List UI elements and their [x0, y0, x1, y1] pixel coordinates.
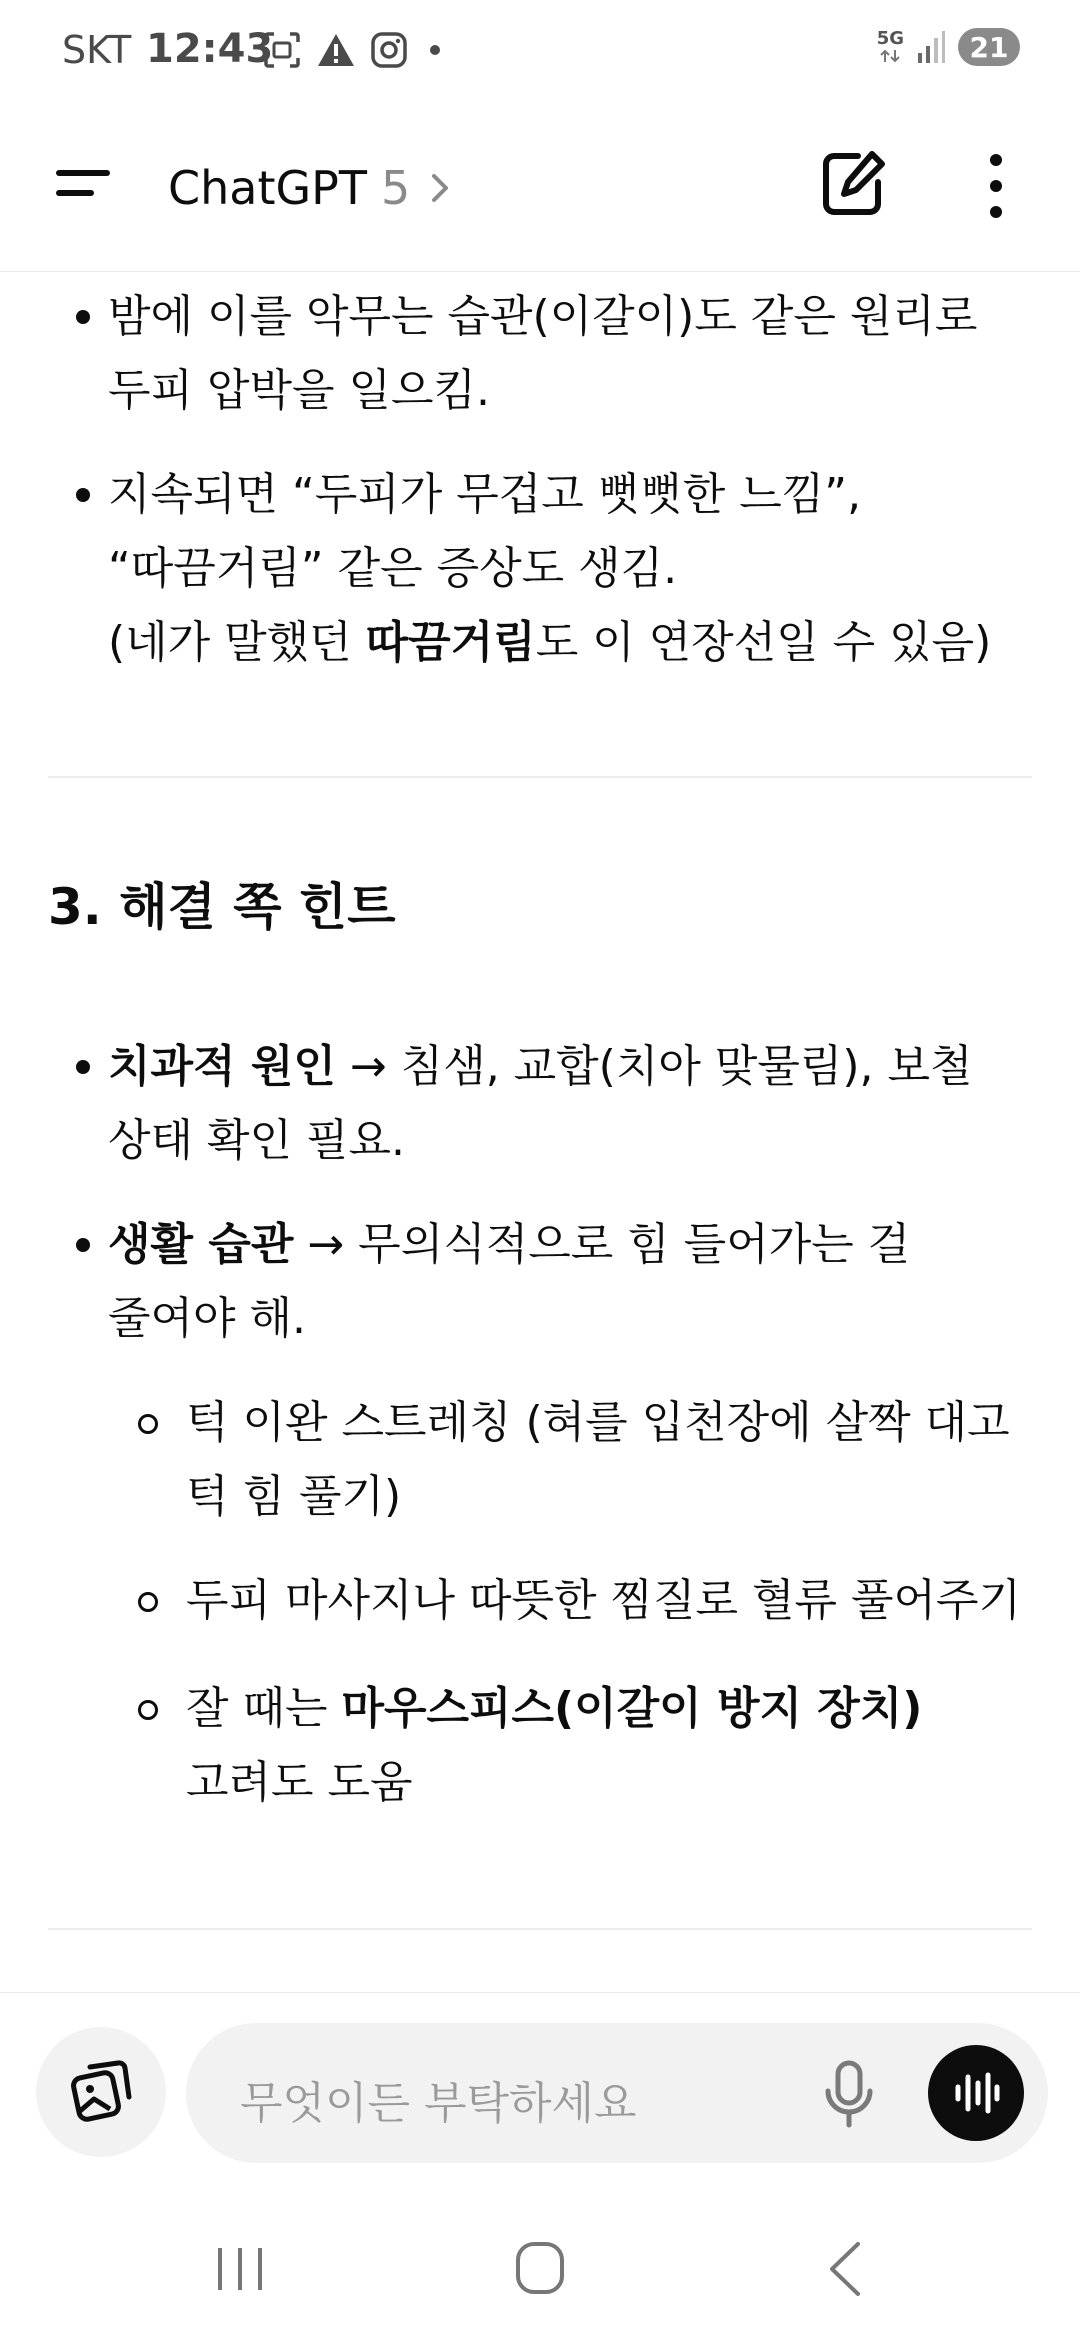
text-span: → 침샘, 교합(치아 맞물림), 보철 [335, 1041, 973, 1092]
signal-icon [916, 29, 946, 65]
menu-line-icon [56, 170, 110, 176]
bold-text: 생활 습관 [108, 1219, 294, 1270]
list-item-text [108, 458, 1032, 680]
clock: 12:43 [146, 26, 274, 72]
text-line: 두피 압박을 일으킴. [108, 365, 490, 416]
system-icons [877, 28, 1020, 66]
text-line: 턱 이완 스트레칭 (혀를 입천장에 살짝 대고 [186, 1397, 1010, 1448]
list-item-text [108, 1208, 1032, 1356]
screenshot-icon [262, 30, 302, 70]
text-line: 지속되면 “두피가 무겁고 뻣뻣한 느낌”, [108, 469, 862, 520]
network-indicator [877, 30, 904, 64]
gallery-icon [66, 2057, 136, 2127]
system-navigation-bar [0, 2200, 1080, 2340]
menu-line-icon [56, 190, 94, 196]
recent-apps-icon[interactable] [212, 2244, 268, 2294]
text-line: 고려도 도움 [186, 1757, 413, 1808]
data-arrows-icon [879, 48, 901, 64]
more-options-icon[interactable] [966, 146, 1026, 226]
text-span: 도 이 연장선일 수 있음) [535, 617, 992, 668]
text-line: 밤에 이를 악무는 습관(이갈이)도 같은 원리로 [108, 291, 978, 342]
message-input[interactable] [186, 2023, 1048, 2163]
bold-text: 치과적 원인 [108, 1041, 336, 1092]
text-span: 잘 때는 [186, 1683, 342, 1734]
text-line [108, 1030, 1032, 1104]
instagram-icon [370, 31, 408, 69]
home-icon[interactable] [514, 2240, 566, 2296]
bold-text: 따끔거림 [365, 617, 536, 668]
text-span: (네가 말했던 [108, 617, 366, 668]
section-heading: 3. 해결 쪽 힌트 [48, 878, 396, 936]
text-span: → 무의식적으로 힘 들어가는 걸 [293, 1219, 911, 1270]
model-version: 5 [380, 161, 411, 215]
attach-media-button[interactable] [36, 2027, 166, 2157]
list-item-text [108, 1030, 1032, 1178]
bullet-dot [76, 1238, 90, 1252]
chevron-right-icon [424, 164, 458, 212]
composer-area [0, 1992, 1080, 2172]
battery-indicator: 21 [958, 28, 1020, 66]
sidebar-menu-button[interactable] [52, 156, 118, 216]
chat-message-content [48, 272, 1032, 1992]
more-notifications-dot-icon [422, 37, 448, 63]
waveform-icon [950, 2067, 1002, 2119]
input-placeholder: 무엇이든 부탁하세요 [240, 2078, 637, 2129]
text-line [108, 606, 1032, 680]
network-type-label: 5G [876, 28, 904, 49]
section-divider [48, 1928, 1032, 1930]
app-title: ChatGPT [168, 161, 367, 215]
bullet-dot [76, 310, 90, 324]
sub-bullet-ring [138, 1700, 158, 1720]
sub-list-item-text [186, 1672, 1032, 1820]
section-divider [48, 776, 1032, 778]
text-line: 두피 마사지나 따뜻한 찜질로 혈류 풀어주기 [186, 1575, 1022, 1626]
sub-bullet-ring [138, 1414, 158, 1434]
sub-list-item-text [186, 1386, 1032, 1534]
app-header [0, 100, 1080, 272]
voice-mode-button[interactable] [928, 2045, 1024, 2141]
carrier-label: SKT [62, 28, 132, 72]
text-line: 턱 힘 풀기) [186, 1471, 402, 1522]
text-line: “따끔거림” 같은 증상도 생김. [108, 543, 678, 594]
status-bar [0, 0, 1080, 100]
text-line [108, 1208, 1032, 1282]
new-chat-button[interactable] [818, 146, 888, 222]
bullet-dot [76, 1060, 90, 1074]
model-selector[interactable] [168, 148, 458, 228]
bullet-dot [76, 488, 90, 502]
sub-list-item-text [186, 1564, 1032, 1638]
text-line: 상태 확인 필요. [108, 1115, 405, 1166]
text-line: 줄여야 해. [108, 1293, 306, 1344]
notification-icons [262, 30, 448, 70]
back-icon[interactable] [822, 2238, 866, 2300]
sub-bullet-ring [138, 1592, 158, 1612]
warning-icon [316, 30, 356, 70]
text-line [186, 1672, 1032, 1746]
list-item-text [108, 280, 1032, 428]
bold-text: 마우스피스(이갈이 방지 장치) [341, 1683, 923, 1734]
microphone-icon[interactable] [814, 2057, 884, 2131]
